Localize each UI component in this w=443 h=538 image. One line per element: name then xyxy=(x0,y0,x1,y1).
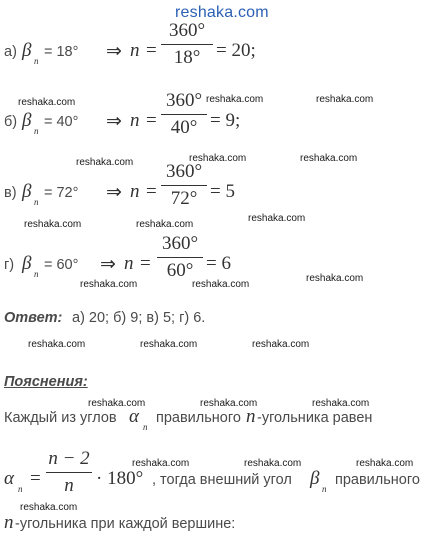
watermark: reshaka.com xyxy=(192,279,250,290)
watermark: reshaka.com xyxy=(28,339,86,350)
watermark: reshaka.com xyxy=(24,219,82,230)
explanation-text: правильного xyxy=(335,472,420,488)
fraction-numerator: 360° xyxy=(165,90,203,111)
watermark: reshaka.com xyxy=(80,279,138,290)
equals: = xyxy=(30,468,41,489)
equals: = xyxy=(146,40,157,61)
fraction-bar xyxy=(161,44,213,45)
result: = 5 xyxy=(210,181,235,202)
implies-arrow: ⇒ xyxy=(100,254,116,275)
beta-symbol: β xyxy=(310,468,320,489)
explanation-text: , тогда внешний угол xyxy=(152,472,292,488)
explanation-label: Пояснения: xyxy=(4,374,88,390)
item-value: = 18° xyxy=(44,44,79,60)
times-180: · 180° xyxy=(96,468,144,489)
equals: = xyxy=(146,181,157,202)
item-value: = 72° xyxy=(44,185,79,201)
beta-subscript: n xyxy=(34,56,39,66)
fraction-numerator: 360° xyxy=(165,161,203,182)
watermark: reshaka.com xyxy=(18,97,76,108)
n-symbol: n xyxy=(130,110,140,131)
beta-subscript: n xyxy=(34,269,39,279)
result: = 6 xyxy=(206,253,231,274)
explanation-text: -угольника равен xyxy=(257,410,373,426)
n-symbol: n xyxy=(130,40,140,61)
beta-symbol: β xyxy=(22,110,32,131)
alpha-subscript: n xyxy=(143,422,148,432)
fraction-numerator: 360° xyxy=(168,20,206,41)
fraction xyxy=(161,20,213,69)
beta-subscript: n xyxy=(34,197,39,207)
watermark: reshaka.com xyxy=(206,94,264,105)
beta-symbol: β xyxy=(22,181,32,202)
beta-symbol: β xyxy=(22,253,32,274)
item-letter: г) xyxy=(4,257,15,273)
n-symbol: n xyxy=(124,253,134,274)
result: = 20; xyxy=(216,40,256,61)
watermark: reshaka.com xyxy=(136,219,194,230)
fraction-bar xyxy=(161,185,207,186)
watermark: reshaka.com xyxy=(248,213,306,224)
watermark: reshaka.com xyxy=(316,94,374,105)
watermark: reshaka.com xyxy=(189,153,247,164)
fraction-numerator: 360° xyxy=(161,233,199,254)
n-symbol: n xyxy=(4,512,14,533)
beta-subscript: n xyxy=(34,126,39,136)
n-symbol: n xyxy=(130,181,140,202)
fraction-denominator: 72° xyxy=(170,188,198,209)
fraction-bar xyxy=(161,114,207,115)
watermark: reshaka.com xyxy=(140,339,198,350)
fraction-denominator: n xyxy=(64,475,74,496)
explanation-text: правильного xyxy=(156,410,241,426)
watermark: reshaka.com xyxy=(20,502,78,513)
watermark: reshaka.com xyxy=(356,458,414,469)
item-value: = 40° xyxy=(44,114,79,130)
fraction-denominator: 60° xyxy=(166,260,194,281)
equals: = xyxy=(146,110,157,131)
fraction-bar xyxy=(157,257,203,258)
beta-symbol: β xyxy=(22,40,32,61)
result: = 9; xyxy=(210,110,241,131)
item-letter: в) xyxy=(4,185,17,201)
n-symbol: n xyxy=(246,406,256,427)
answer-label: Ответ: xyxy=(4,310,63,326)
fraction xyxy=(46,448,92,497)
implies-arrow: ⇒ xyxy=(106,41,122,62)
explanation-text: -угольника при каждой вершине: xyxy=(15,516,236,532)
item-letter: а) xyxy=(4,44,17,60)
watermark: reshaka.com xyxy=(300,153,358,164)
alpha-symbol: α xyxy=(129,406,139,427)
item-letter: б) xyxy=(4,114,18,130)
watermark: reshaka.com xyxy=(132,458,190,469)
fraction xyxy=(161,90,207,139)
fraction-bar xyxy=(46,472,92,473)
fraction-denominator: 40° xyxy=(170,117,198,138)
watermark: reshaka.com xyxy=(306,273,364,284)
explanation-text: Каждый из углов xyxy=(4,410,117,426)
alpha-symbol: α xyxy=(4,468,14,489)
implies-arrow: ⇒ xyxy=(106,111,122,132)
watermark: reshaka.com xyxy=(88,398,146,409)
fraction xyxy=(161,161,207,210)
watermark-top[interactable]: reshaka.com xyxy=(175,4,269,21)
watermark: reshaka.com xyxy=(200,398,258,409)
alpha-subscript: n xyxy=(18,484,23,494)
fraction-numerator: n − 2 xyxy=(48,448,90,469)
fraction xyxy=(157,233,203,282)
watermark: reshaka.com xyxy=(252,339,310,350)
watermark: reshaka.com xyxy=(244,458,302,469)
watermark: reshaka.com xyxy=(76,157,134,168)
equals: = xyxy=(140,253,151,274)
watermark: reshaka.com xyxy=(312,398,370,409)
beta-subscript: n xyxy=(322,484,327,494)
fraction-denominator: 18° xyxy=(173,47,201,68)
implies-arrow: ⇒ xyxy=(106,182,122,203)
item-value: = 60° xyxy=(44,257,79,273)
answer-text: а) 20; б) 9; в) 5; г) 6. xyxy=(72,310,206,326)
